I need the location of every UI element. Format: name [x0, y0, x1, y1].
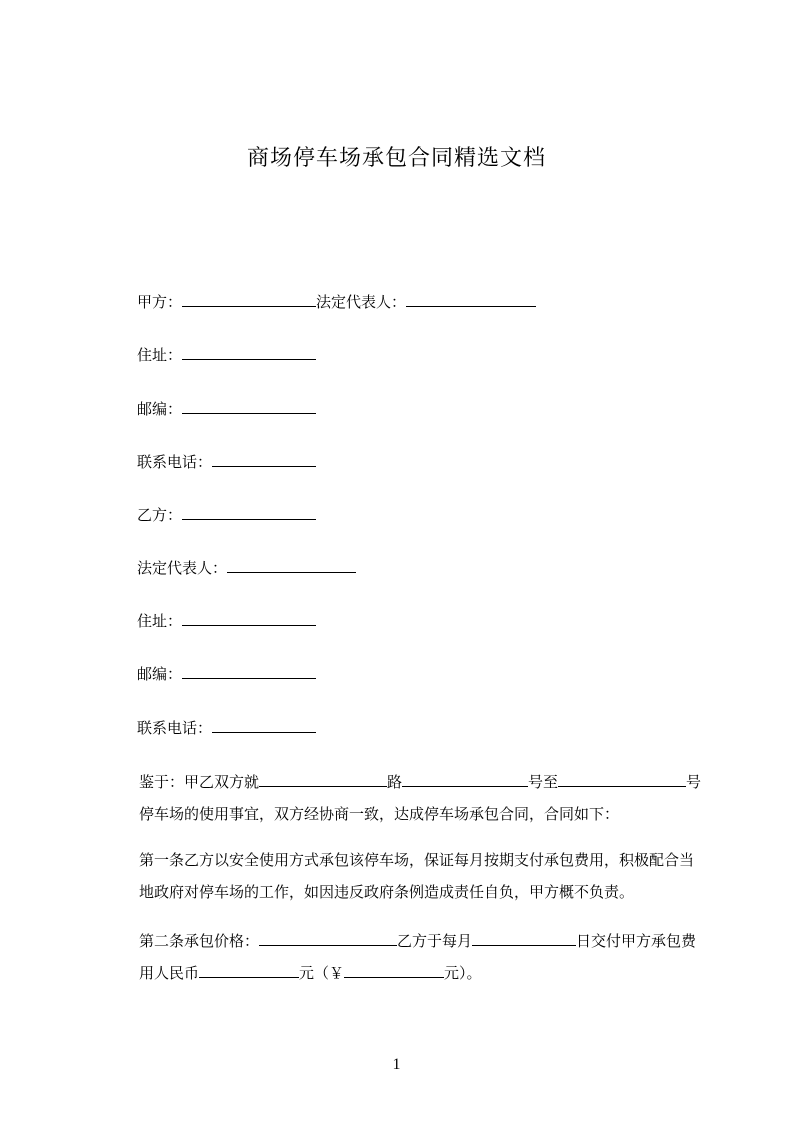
- article-2-text-5: 元）。: [444, 964, 482, 982]
- party-b-phone-row: [137, 717, 316, 738]
- preamble-blank-3: [402, 771, 528, 787]
- article-2-text-3: 日交付甲方承包费用人民币: [139, 932, 697, 982]
- party-b-postcode-label: 邮编：: [137, 665, 183, 683]
- preamble-text-2: 路: [387, 773, 403, 791]
- party-b-label: 乙方：: [137, 506, 183, 524]
- preamble-paragraph: [105, 766, 703, 830]
- party-a-phone-row: [137, 451, 316, 472]
- page-number: 1: [392, 1056, 401, 1073]
- party-b-phone-label: 联系电话：: [137, 719, 213, 737]
- party-b-postcode-row: [137, 663, 316, 684]
- article-1-text: 第一条乙方以安全使用方式承包该停车场，保证每月按期支付承包费用，积极配合当地政府对停车场的工作，如因违反政府条例造成责任自负，甲方概不负责。: [139, 851, 695, 901]
- article-2-paragraph: [105, 925, 703, 989]
- article-2-blank-2: [472, 930, 576, 946]
- party-b-postcode-blank: [182, 663, 316, 679]
- party-a-phone-blank: [212, 451, 316, 467]
- party-a-postcode-label: 邮编：: [137, 400, 183, 418]
- party-b-legal-rep-row: [137, 557, 356, 578]
- article-2-text-1: 第二条承包价格：: [139, 932, 260, 950]
- party-a-address-label: 住址：: [137, 346, 183, 364]
- party-b-address-row: [137, 610, 316, 631]
- article-2-blank-4: [344, 962, 444, 978]
- preamble-blank-4: [558, 771, 686, 787]
- party-a-address-row: [137, 344, 316, 365]
- preamble-text-1: 鉴于：甲乙双方就: [139, 773, 260, 791]
- article-2-blank-3: [199, 962, 299, 978]
- party-b-address-label: 住址：: [137, 612, 183, 630]
- party-a-row: [137, 291, 536, 312]
- article-2-blank-1: [259, 930, 397, 946]
- party-a-legal-rep-label: 法定代表人：: [316, 293, 407, 311]
- party-a-blank: [182, 291, 316, 307]
- party-a-phone-label: 联系电话：: [137, 453, 213, 471]
- party-b-address-blank: [182, 610, 316, 626]
- party-a-address-blank: [182, 344, 316, 360]
- party-a-legal-rep-blank: [406, 291, 536, 307]
- article-1-paragraph: [105, 844, 703, 908]
- party-a-postcode-blank: [182, 398, 316, 414]
- party-b-legal-rep-label: 法定代表人：: [137, 559, 228, 577]
- party-b-row: [137, 504, 316, 525]
- party-b-legal-rep-blank: [227, 557, 356, 573]
- article-2-text-4: 元（￥: [299, 964, 345, 982]
- preamble-text-3: 号至: [528, 773, 559, 791]
- article-2-text-2: 乙方于每月: [397, 932, 473, 950]
- preamble-blank-1: [259, 771, 371, 787]
- document-title: 商场停车场承包合同精选文档: [246, 146, 546, 171]
- party-b-blank: [182, 504, 316, 520]
- party-a-label: 甲方：: [137, 293, 183, 311]
- party-b-phone-blank: [212, 717, 316, 733]
- preamble-blank-2: [371, 771, 387, 787]
- party-a-postcode-row: [137, 398, 316, 419]
- preamble-text-4: 号停车场的使用事宜，双方经协商一致，达成停车场承包合同，合同如下：: [139, 773, 702, 823]
